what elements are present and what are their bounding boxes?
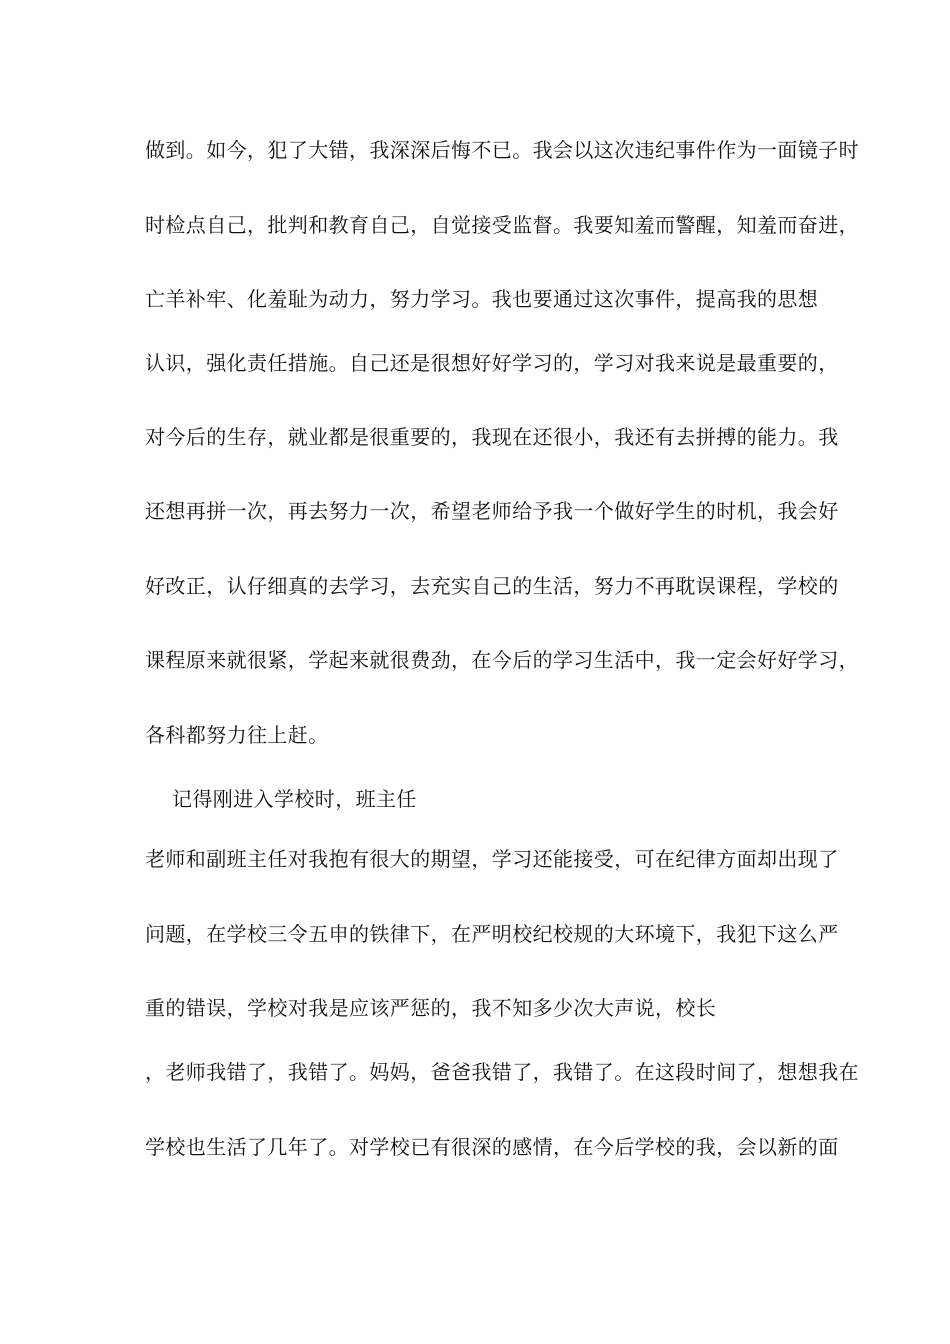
text-line: 问题，在学校三令五申的铁律下，在严明校纪校规的大环境下，我犯下这么严 — [145, 922, 839, 946]
paragraph-start-line: 记得刚进入学校时，班主任 — [172, 787, 417, 811]
text-line: 亡羊补牢、化羞耻为动力，努力学习。我也要通过这次事件，提高我的思想 — [145, 287, 819, 311]
text-line: 老师和副班主任对我抱有很大的期望，学习还能接受，可在纪律方面却出现了 — [145, 847, 839, 871]
text-line: 各科都努力往上赶。 — [145, 723, 329, 747]
text-line: 还想再拼一次，再去努力一次，希望老师给予我一个做好学生的时机，我会好 — [145, 499, 839, 523]
text-line: 对今后的生存，就业都是很重要的，我现在还很小，我还有去拼搏的能力。我 — [145, 425, 839, 449]
text-line: 课程原来就很紧，学起来就很费劲，在今后的学习生活中，我一定会好好学习， — [145, 648, 859, 672]
text-line: 重的错误，学校对我是应该严惩的，我不知多少次大声说，校长 — [145, 996, 717, 1020]
text-line: 认识，强化责任措施。自己还是很想好好学习的，学习对我来说是最重要的， — [145, 351, 839, 375]
text-line: 好改正，认仔细真的去学习，去充实自己的生活，努力不再耽误课程，学校的 — [145, 574, 839, 598]
text-line: 做到。如今，犯了大错，我深深后悔不已。我会以这次违纪事件作为一面镜子时 — [145, 138, 859, 162]
text-line: 学校也生活了几年了。对学校已有很深的感情，在今后学校的我，会以新的面 — [145, 1135, 839, 1159]
text-line: 时检点自己，批判和教育自己，自觉接受监督。我要知羞而警醒，知羞而奋进， — [145, 213, 859, 237]
text-line: ，老师我错了，我错了。妈妈，爸爸我错了，我错了。在这段时间了，想想我在 — [145, 1060, 859, 1084]
